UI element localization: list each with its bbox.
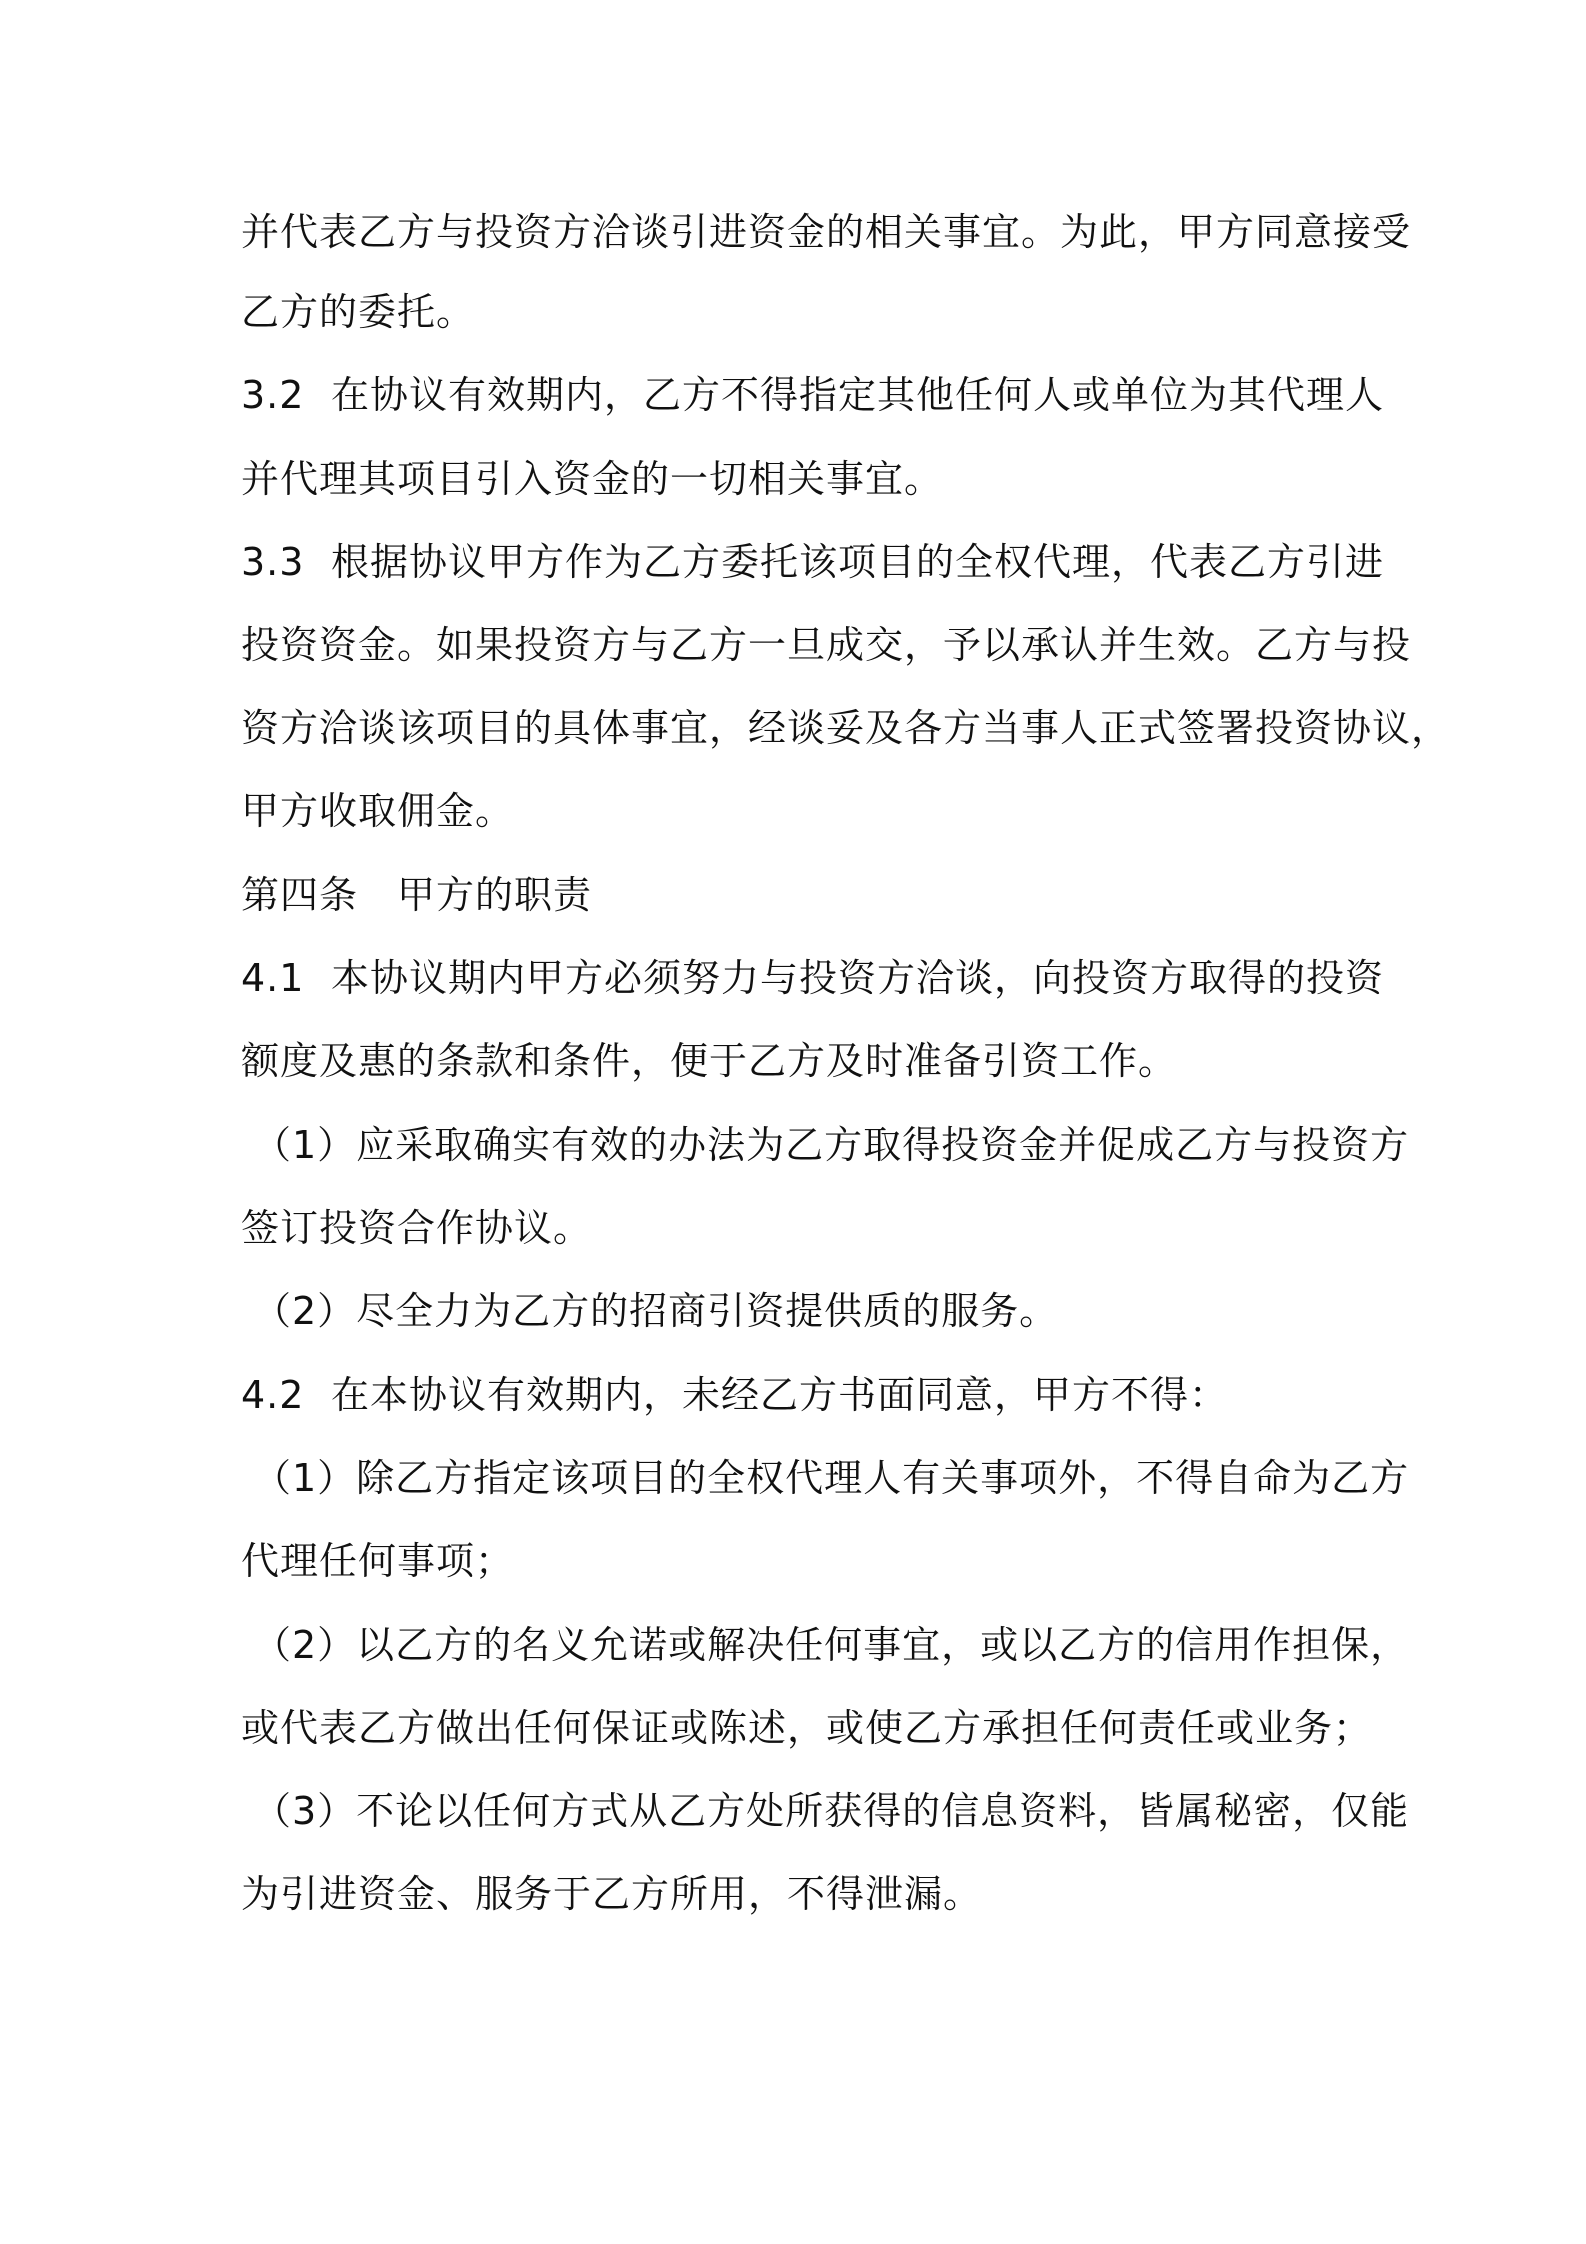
sub-item: （1）应采取确实有效的办法为乙方取得投资金并促成乙方与投资方 (253, 1123, 1410, 1167)
sub-item: （1）除乙方指定该项目的全权代理人有关事项外，不得自命为乙方 (253, 1456, 1410, 1500)
clause-text: 根据协议甲方作为乙方委托该项目的全权代理，代表乙方引进 (331, 540, 1385, 584)
text-line: 并代理其项目引入资金的一切相关事宜。 (241, 457, 944, 501)
clause-text: 在协议有效期内，乙方不得指定其他任何人或单位为其代理人 (331, 373, 1385, 417)
clause-number: 4.2 (241, 1373, 305, 1417)
text-line: 投资资金。如果投资方与乙方一旦成交，予以承认并生效。乙方与投 (241, 623, 1412, 667)
clause-text: 在本协议有效期内，未经乙方书面同意，甲方不得： (331, 1373, 1229, 1417)
sub-item: （2）以乙方的名义允诺或解决任何事宜，或以乙方的信用作担保， (253, 1623, 1410, 1667)
text-line: 为引进资金、服务于乙方所用，不得泄漏。 (241, 1872, 983, 1916)
clause-text: 本协议期内甲方必须努力与投资方洽谈，向投资方取得的投资 (331, 956, 1385, 1000)
clause-4-1 (241, 953, 1384, 1003)
text-line: 并代表乙方与投资方洽谈引进资金的相关事宜。为此，甲方同意接受 (241, 210, 1412, 254)
text-line: 代理任何事项； (241, 1539, 515, 1583)
text-line: 或代表乙方做出任何保证或陈述，或使乙方承担任何责任或业务； (241, 1706, 1373, 1750)
sub-item: （2）尽全力为乙方的招商引资提供质的服务。 (253, 1289, 1059, 1333)
clause-3-2 (241, 370, 1384, 420)
clause-number: 4.1 (241, 956, 305, 1000)
text-line: 额度及惠的条款和条件，便于乙方及时准备引资工作。 (241, 1039, 1178, 1083)
clause-3-3 (241, 537, 1384, 587)
section-heading: 第四条 甲方的职责 (241, 873, 593, 917)
text-line: 签订投资合作协议。 (241, 1206, 593, 1250)
text-line: 甲方收取佣金。 (241, 789, 515, 833)
clause-number: 3.2 (241, 373, 305, 417)
text-line: 乙方的委托。 (241, 290, 476, 334)
clause-4-2 (241, 1370, 1228, 1420)
sub-item: （3）不论以任何方式从乙方处所获得的信息资料，皆属秘密，仅能 (253, 1789, 1410, 1833)
text-line: 资方洽谈该项目的具体事宜，经谈妥及各方当事人正式签署投资协议， (241, 706, 1451, 750)
clause-number: 3.3 (241, 540, 305, 584)
